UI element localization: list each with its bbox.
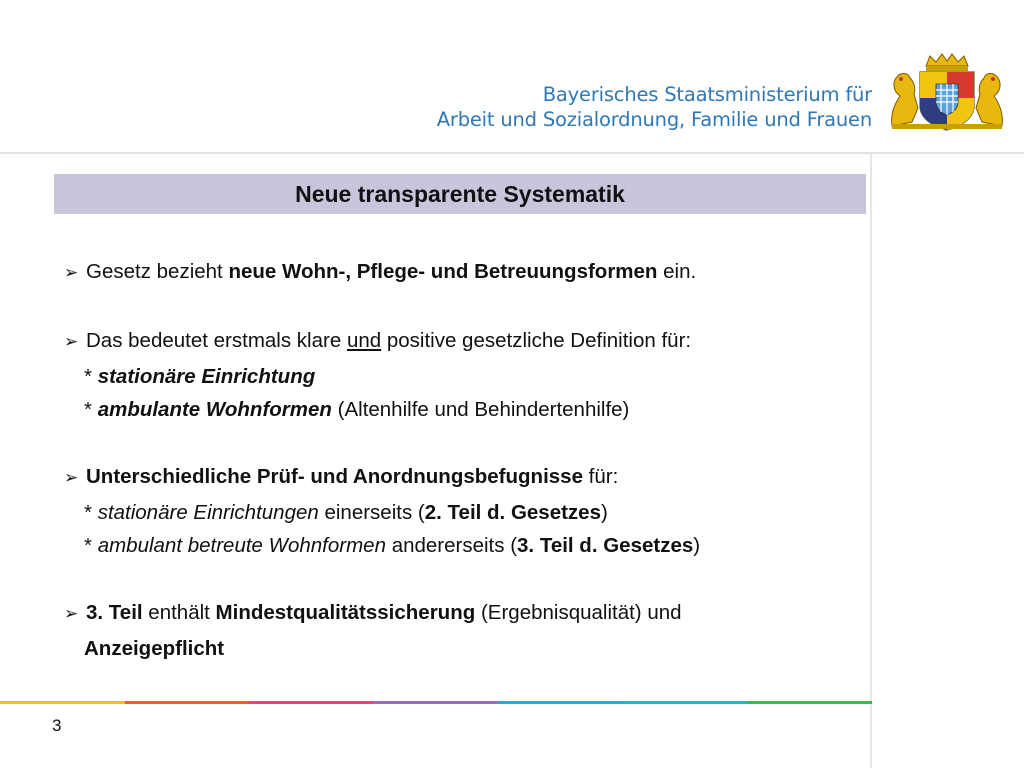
sub-item-marker: * xyxy=(84,500,98,524)
bullet-text: (Ergebnisqualität) und xyxy=(475,601,682,624)
bullet-text: Das bedeutet erstmals klare xyxy=(86,329,347,352)
sub-item-marker: * xyxy=(84,398,98,421)
sub-item-bold-text: 2. Teil d. Gesetzes xyxy=(424,500,601,524)
sub-item-text: ) xyxy=(600,500,608,524)
sub-item-ambulante-wohnformen xyxy=(64,393,864,427)
bullet-bold-text: Unterschiedliche Prüf- und Anordnungsbefugnisse xyxy=(86,465,583,488)
sub-item-stationaere-einrichtungen xyxy=(64,496,864,530)
sub-item-bold-italic-text: stationäre Einrichtung xyxy=(97,364,316,388)
arrow-bullet-icon: ➢ xyxy=(64,332,79,352)
bullet-definition xyxy=(64,324,864,360)
bullet-teil-3 xyxy=(64,596,864,632)
sub-item-marker: * xyxy=(84,534,98,557)
footer-color-stripe xyxy=(0,701,872,704)
stripe-segment-5 xyxy=(498,701,623,704)
stripe-segment-6 xyxy=(623,701,748,704)
page-number: 3 xyxy=(52,716,62,735)
ministry-name-line-1: Bayerisches Staatsministerium für xyxy=(542,83,872,106)
ministry-name xyxy=(437,82,872,132)
ministry-name-line-2: Arbeit und Sozialordnung, Familie und Frauen xyxy=(436,108,872,131)
bullet-text: für: xyxy=(582,465,619,488)
spacer xyxy=(64,427,864,461)
slide-title: Neue transparente Systematik xyxy=(295,180,625,207)
bullet-wohnformen xyxy=(64,255,864,291)
sub-item-text: einerseits ( xyxy=(318,500,425,524)
sub-item-text: (Altenhilfe und Behindertenhilfe) xyxy=(331,398,630,421)
sub-item-stationaere-einrichtung xyxy=(64,360,864,394)
stripe-segment-1 xyxy=(0,701,125,704)
bavarian-coat-of-arms-icon xyxy=(886,52,1008,132)
right-margin-divider xyxy=(870,154,872,768)
sub-item-italic-text: stationäre Einrichtungen xyxy=(97,500,319,524)
bullet-bold-text: Anzeigepflicht xyxy=(84,636,225,660)
bullet-befugnisse xyxy=(64,460,864,496)
bullet-bold-text: neue Wohn-, Pflege- und Betreuungsformen xyxy=(228,260,658,283)
bullet-bold-text: 3. Teil xyxy=(86,601,143,624)
slide-title-bar xyxy=(54,174,866,214)
spacer xyxy=(64,563,864,597)
bullet-text: positive gesetzliche Definition für: xyxy=(381,329,692,352)
sub-item-bold-italic-text: ambulante Wohnformen xyxy=(97,398,332,421)
arrow-bullet-icon: ➢ xyxy=(64,468,79,488)
stripe-segment-7 xyxy=(747,701,872,704)
sub-item-italic-text: ambulant betreute Wohnformen xyxy=(97,534,386,557)
stripe-segment-3 xyxy=(249,701,374,704)
slide-body xyxy=(64,255,864,665)
stripe-segment-4 xyxy=(374,701,499,704)
sub-item-text: ) xyxy=(693,534,701,557)
sub-item-marker: * xyxy=(84,364,98,388)
bullet-text: ein. xyxy=(657,260,697,283)
bullet-underlined-text: und xyxy=(346,329,382,352)
bullet-teil-3-continuation xyxy=(64,632,864,666)
bullet-bold-text: Mindestqualitätssicherung xyxy=(215,601,476,624)
sub-item-bold-text: 3. Teil d. Gesetzes xyxy=(517,534,694,557)
sub-item-ambulant-betreute-wohnformen xyxy=(64,529,864,563)
spacer xyxy=(64,291,864,325)
sub-item-text: andererseits ( xyxy=(386,534,518,557)
arrow-bullet-icon: ➢ xyxy=(64,604,79,624)
bullet-text: Gesetz bezieht xyxy=(86,260,229,283)
stripe-segment-2 xyxy=(125,701,250,704)
arrow-bullet-icon: ➢ xyxy=(64,263,79,283)
bullet-text: enthält xyxy=(142,601,216,624)
